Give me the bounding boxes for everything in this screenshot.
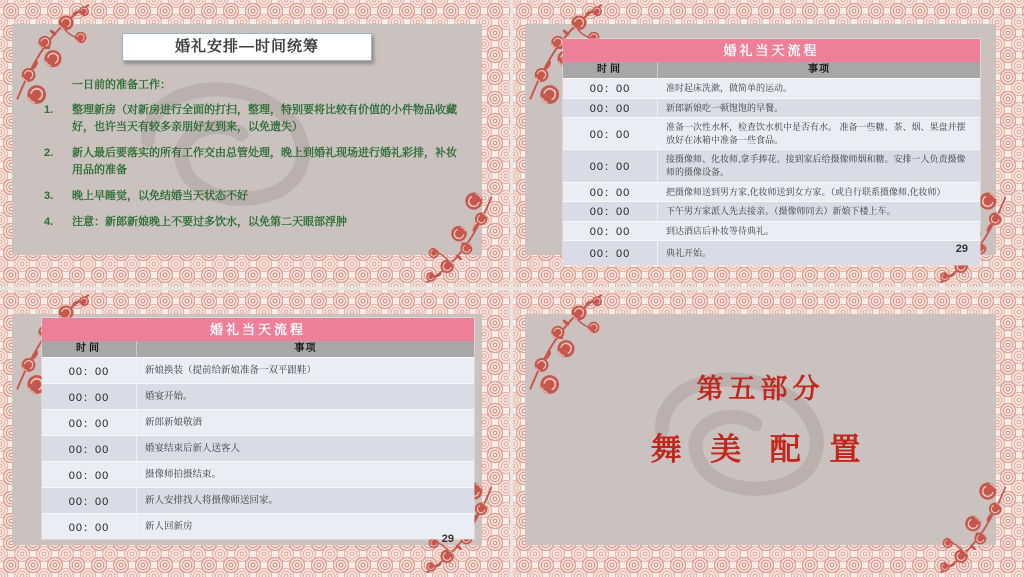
table-row	[42, 383, 474, 409]
time-cell: 00：00	[563, 241, 658, 265]
time-cell: 00：00	[563, 222, 658, 241]
item-cell: 新郎新娘敬酒	[145, 416, 203, 428]
page-number: 29	[955, 243, 968, 255]
item-cell: 准备一次性水杯，检查饮水机中是否有水。 准备一些糖、茶、烟、果盘并摆放好在冰箱中准备一些食品。	[666, 122, 966, 145]
column-header-time: 时间	[563, 62, 658, 78]
list-item	[44, 188, 458, 205]
time-cell: 00：00	[42, 462, 137, 487]
item-cell: 把摄像师送到男方家,化妆师送到女方家。（或自行联系摄像师,化妆师）	[666, 186, 946, 197]
slide-3-panel	[12, 314, 482, 545]
time-cell: 00：00	[563, 99, 658, 118]
preparation-list	[44, 76, 458, 231]
list-item-text: 整理新房（对新房进行全面的打扫，整理，特别要将比较有价值的小件物品收藏好，也许当天有较多亲朋好友到来，以免遗失）	[72, 104, 457, 134]
section-part-label: 第五部分	[696, 373, 825, 404]
item-cell: 接摄像师、化妆师,拿手捧花。接到家后给摄像师烟和糖。安排一人负责摄像师的摄像设备。	[666, 154, 966, 177]
column-header-item: 事项	[294, 343, 317, 354]
list-item-text: 新人最后要落实的所有工作交由总管处理，晚上到婚礼现场进行婚礼彩排，补妆用品的准备	[72, 147, 457, 177]
table-row	[563, 98, 980, 118]
page-number: 29	[441, 533, 454, 545]
list-item-number: 4.	[44, 216, 54, 229]
table-row	[42, 487, 474, 513]
table-body	[42, 357, 474, 539]
table-body	[563, 78, 980, 265]
list-item-text: 晚上早睡觉，以免结婚当天状态不好	[72, 190, 248, 203]
item-cell: 新人回新房	[145, 520, 193, 532]
time-cell: 00：00	[563, 150, 658, 181]
slide-1-thumbnail[interactable]	[0, 0, 510, 287]
list-item-text: 注意：新郎新娘晚上不要过多饮水，以免第二天眼部浮肿	[72, 216, 347, 229]
schedule-table	[563, 39, 980, 265]
item-cell: 摄像师拍摄结束。	[145, 468, 222, 480]
table-row	[42, 461, 474, 487]
list-item	[44, 214, 458, 231]
time-cell: 00：00	[42, 436, 137, 461]
table-header	[563, 62, 980, 78]
slide-2-thumbnail[interactable]	[513, 0, 1024, 287]
list-item	[44, 145, 458, 179]
item-cell: 到达酒店后补妆等待典礼。	[666, 225, 775, 236]
item-cell: 新郎新娘吃一顿饱饱的早餐。	[666, 102, 784, 113]
table-row	[42, 435, 474, 461]
table-title: 婚礼当天流程	[42, 318, 474, 341]
table-header	[42, 341, 474, 357]
item-cell: 典礼开始。	[666, 248, 712, 259]
section-heading	[525, 302, 996, 533]
table-title: 婚礼当天流程	[563, 39, 980, 62]
list-item	[44, 102, 458, 136]
table-row	[563, 117, 980, 149]
time-cell: 00：00	[42, 384, 137, 409]
preparation-intro: 一日前的准备工作：	[72, 79, 171, 91]
slide-2-panel	[525, 24, 996, 261]
list-item-number: 1.	[44, 104, 54, 116]
schedule-table	[42, 318, 474, 539]
item-cell: 下午男方家派人先去接亲。（摄像师同去）新娘下楼上车。	[666, 206, 896, 217]
table-row	[563, 240, 980, 265]
item-cell: 婚宴开始。	[145, 390, 193, 402]
time-cell: 00：00	[563, 202, 658, 221]
list-item-number: 3.	[44, 190, 54, 203]
table-row	[42, 409, 474, 435]
table-row	[563, 221, 980, 241]
column-header-time: 时间	[42, 341, 137, 357]
table-row	[563, 149, 980, 181]
time-cell: 00：00	[563, 183, 658, 202]
table-row	[563, 78, 980, 98]
table-row	[563, 201, 980, 221]
time-cell: 00：00	[42, 410, 137, 435]
section-part-title: 舞 美 配 置	[650, 431, 871, 467]
column-header-item: 事项	[808, 64, 830, 75]
table-row	[563, 182, 980, 202]
slide-4-thumbnail[interactable]	[513, 290, 1024, 577]
time-cell: 00：00	[42, 358, 137, 383]
item-cell: 新人安排找人将摄像师送回家。	[145, 494, 279, 506]
slide-1-title: 婚礼安排—时间统筹	[122, 33, 372, 61]
table-row	[42, 357, 474, 383]
item-cell: 准时起床洗漱，做简单的运动。	[666, 83, 793, 93]
item-cell: 婚宴结束后新人送客人	[145, 442, 241, 454]
time-cell: 00：00	[42, 488, 137, 513]
table-row	[42, 513, 474, 539]
time-cell: 00：00	[563, 79, 658, 98]
list-item-number: 2.	[44, 147, 54, 160]
slide-4-panel	[525, 314, 996, 545]
item-cell: 新娘换装（提前给新娘准备一双平跟鞋）	[145, 364, 317, 376]
slide-3-thumbnail[interactable]	[0, 290, 510, 577]
time-cell: 00：00	[563, 118, 658, 149]
time-cell: 00：00	[42, 514, 137, 539]
